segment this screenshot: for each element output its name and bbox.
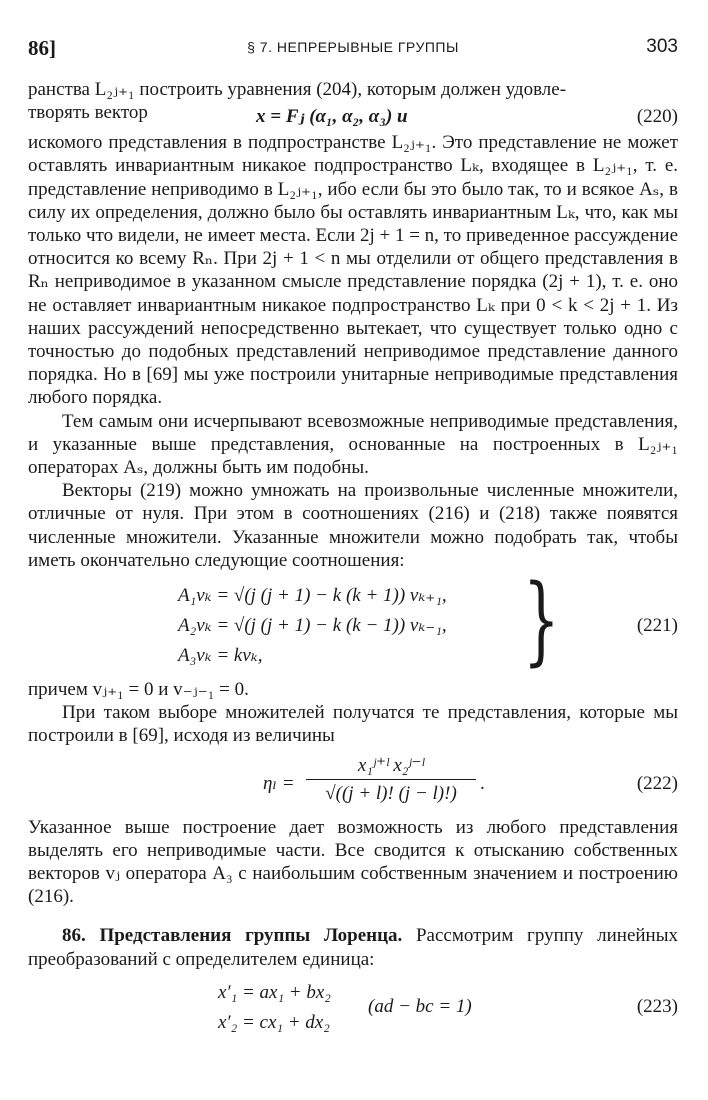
page-body [28, 78, 678, 1039]
equation-221-condition: причем vⱼ₊₁ = 0 и v₋ⱼ₋₁ = 0. [28, 679, 249, 701]
section-86-text: Рассмотрим группу линейных преобразований с определителем единица: [28, 925, 678, 970]
equation-223-row-2: x′₂ = cx₁ + dx₂ [218, 1011, 330, 1033]
equation-221-block [28, 564, 678, 677]
equation-number-222: (222) [636, 772, 678, 794]
equation-220-line [28, 101, 678, 131]
equation-223-block [28, 975, 678, 1039]
paragraph-2: Тем самым они исчерпывают всевозможные неприводимые представления, и указанные выше представления, основанные на построенных в L₂ⱼ₊₁ операторах Aₛ, должны быть им подобны. [28, 410, 678, 479]
section-86-paragraph [28, 924, 678, 970]
paragraph-3: Векторы (219) можно умножать на произвольные численные множители, отличные от нуля. При этом в соотношениях (216) и (218) также появятся численные множители. Указанные множители можно подобрать так, чтобы иметь окончательно следующие соотношения: [28, 480, 678, 571]
equation-221-row-3: A₃vₖ = kvₖ, [178, 645, 263, 667]
fraction-numerator: x₁ʲ⁺ˡ x₂ʲ⁻ˡ [306, 754, 476, 780]
section-86-title: 86. Представления группы Лоренца. [62, 925, 403, 947]
page-number: 303 [646, 36, 678, 57]
equation-220: x = Fⱼ (α₁, α₂, α₃) u [256, 106, 408, 128]
right-brace-symbol: } [523, 564, 560, 677]
equation-223-row-1: x′₁ = ax₁ + bx₂ [218, 981, 331, 1003]
paragraph-1-body: искомого представления в подпространстве L₂ⱼ₊₁. Это представление не может оставлять инвариантным никакое подпространство Lₖ, входящее в L₂ⱼ₊₁, т. е. представление неприводимо в L₂ⱼ₊₁, ибо если бы это было так, то и всякое Aₛ, в силу их определения, должно было бы оставлять инвариантным Lₖ, что, как мы только что видели, не имеет места. Если 2j + 1 = n, то приведенное рассуждение относится ко всему Rₙ. При 2j + 1 < n мы отделили от общего представления в Rₙ неприводимое в указанном смысле представление порядка (2j + 1), т. е. оно не оставляет инвариантным никакое подпространство Lₖ при 0 < k < 2j + 1. Из наших рассуждений непосредственно вытекает, что существует только одно с точностью до подобных представлений неприводимое представление данного порядка. Но в [69] мы уже построили унитарные неприводимые представления любого порядка. [28, 132, 678, 409]
paragraph-fragment: творять вектор [28, 102, 148, 124]
equation-222-period: . [480, 772, 485, 794]
equation-222-lhs: ηₗ = [263, 772, 295, 794]
equation-number-223: (223) [636, 995, 678, 1017]
fraction-denominator: √((j + l)! (j − l)!) [325, 782, 457, 804]
equation-223-condition: (ad − bc = 1) [368, 995, 472, 1017]
equation-222-block [28, 754, 678, 812]
equation-number-221: (221) [636, 615, 678, 637]
equation-221-row-1: A₁vₖ = √(j (j + 1) − k (k + 1)) vₖ₊₁, [178, 585, 447, 607]
paragraph-5: Указанное выше построение дает возможность из любого представления выделять его неприводимые части. Все сводится к отысканию собственных векторов vⱼ оператора A₃ с наибольшим собственным значением и построению (216). [28, 816, 678, 908]
chapter-title-header: § 7. НЕПРЕРЫВНЫЕ ГРУППЫ [247, 39, 459, 55]
equation-number-220: (220) [636, 106, 678, 128]
equation-222-fraction [306, 754, 476, 805]
running-header [28, 36, 678, 62]
paragraph-4: При таком выборе множителей получатся те представления, которые мы построили в [69], исходя из величины [28, 702, 678, 747]
section-number-header: 86] [28, 36, 56, 60]
equation-221-row-2: A₂vₖ = √(j (j + 1) − k (k − 1)) vₖ₋₁, [178, 615, 447, 637]
paragraph-line: ранства L₂ⱼ₊₁ построить уравнения (204), которым должен удовле- [28, 79, 567, 100]
